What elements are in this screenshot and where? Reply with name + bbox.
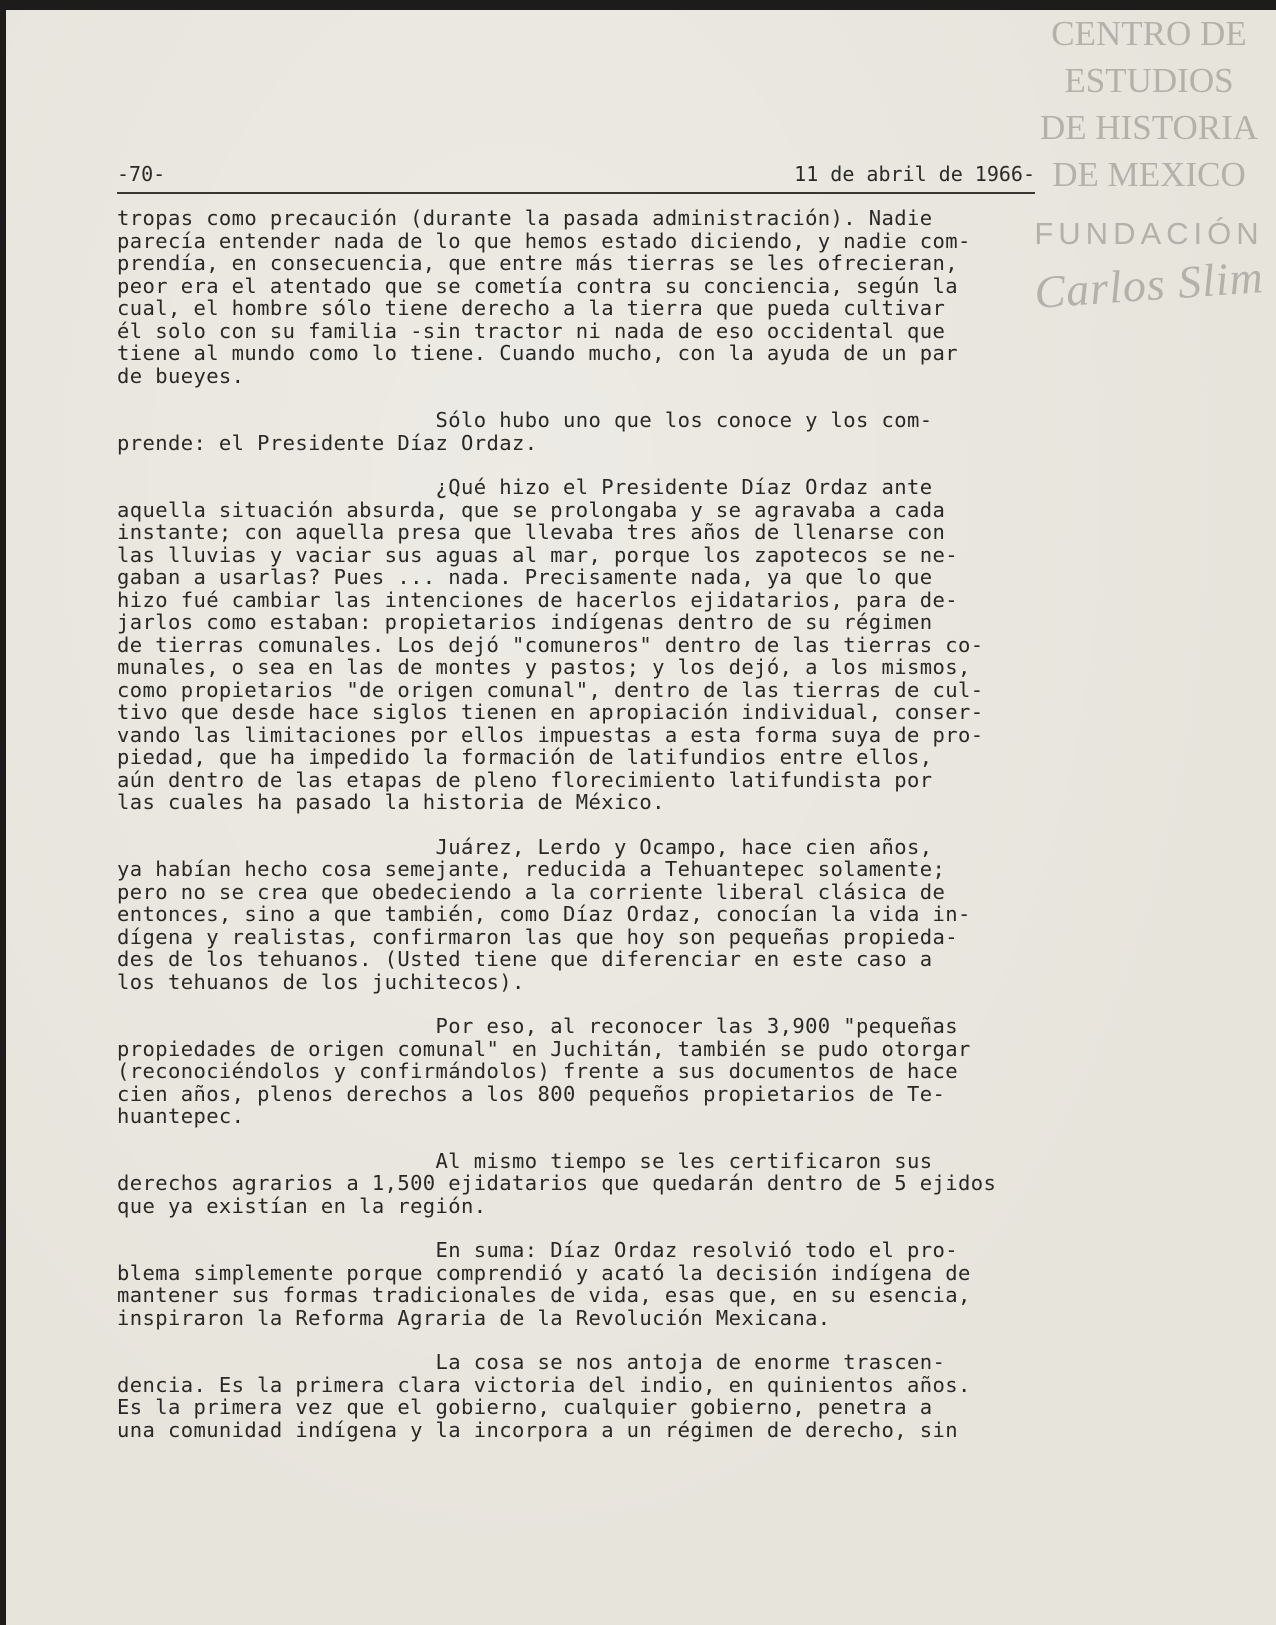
paragraph bbox=[117, 476, 1077, 814]
page-header bbox=[117, 158, 1035, 194]
text-line: él solo con su familia -sin tractor ni nada de eso occidental que bbox=[117, 318, 946, 343]
text-line: prende: el Presidente Díaz Ordaz. bbox=[117, 430, 538, 455]
text-line: pero no se crea que obedeciendo a la corriente liberal clásica de bbox=[117, 879, 946, 904]
paragraph-gap bbox=[117, 993, 1077, 1015]
paragraph bbox=[117, 1150, 1077, 1218]
text-line: ya habían hecho cosa semejante, reducida a Tehuantepec solamente; bbox=[117, 857, 946, 881]
text-line: mantener sus formas tradicionales de vida, esas que, en su esencia, bbox=[117, 1283, 971, 1307]
paragraph bbox=[117, 409, 1077, 454]
text-line: propiedades de origen comunal" en Juchitán, también se pudo otorgar bbox=[117, 1036, 971, 1061]
text-line: cien años, plenos derechos a los 800 pequeños propietarios de Te- bbox=[117, 1081, 946, 1106]
text-line: La cosa se nos antoja de enorme trascen- bbox=[117, 1350, 946, 1374]
text-line: munales, o sea en las de montes y pastos; y los dejó, a los mismos, bbox=[117, 655, 971, 679]
text-line: Por eso, al reconocer las 3,900 "pequeñas bbox=[117, 1014, 958, 1038]
paragraph-gap bbox=[117, 1329, 1077, 1351]
text-line: gaban a usarlas? Pues ... nada. Precisamente nada, ya que lo que bbox=[117, 565, 933, 589]
text-line: dígena y realistas, confirmaron las que hoy son pequeñas propieda- bbox=[117, 924, 958, 949]
text-line: tiene al mundo como lo tiene. Cuando mucho, con la ayuda de un par bbox=[117, 341, 958, 365]
text-line: las lluvias y vaciar sus aguas al mar, porque los zapotecos se ne- bbox=[117, 542, 958, 567]
text-line: tivo que desde hace siglos tienen en apropiación individual, conser- bbox=[117, 700, 984, 724]
watermark-foundation: FUNDACIÓN bbox=[1034, 216, 1264, 251]
text-line: una comunidad indígena y la incorpora a un régimen de derecho, sin bbox=[117, 1417, 958, 1442]
text-line: piedad, que ha impedido la formación de latifundios entre ellos, bbox=[117, 745, 933, 769]
text-line: huantepec. bbox=[117, 1104, 245, 1128]
text-line: jarlos como estaban: propietarios indígenas dentro de su régimen bbox=[117, 610, 933, 634]
watermark-line: ESTUDIOS bbox=[1064, 61, 1234, 100]
paragraph bbox=[117, 1351, 1077, 1441]
text-line: entonces, sino a que también, como Díaz Ordaz, conocían la vida in- bbox=[117, 902, 971, 926]
text-line: hizo fué cambiar las intenciones de hacerlos ejidatarios, para de- bbox=[117, 587, 958, 612]
text-line: instante; con aquella presa que llevaba tres años de llenarse con bbox=[117, 520, 946, 544]
paragraph-gap bbox=[117, 387, 1077, 409]
text-line: Al mismo tiempo se les certificaron sus bbox=[117, 1148, 933, 1173]
document-body bbox=[117, 207, 1077, 1441]
text-line: cual, el hombre sólo tiene derecho a la tierra que pueda cultivar bbox=[117, 296, 946, 320]
text-line: los tehuanos de los juchitecos). bbox=[117, 969, 525, 994]
text-line: tropas como precaución (durante la pasada administración). Nadie bbox=[117, 206, 933, 230]
paragraph-gap bbox=[117, 814, 1077, 836]
text-line: parecía entender nada de lo que hemos estado diciendo, y nadie com- bbox=[117, 228, 971, 253]
text-line: Juárez, Lerdo y Ocampo, hace cien años, bbox=[117, 834, 933, 859]
text-line: ¿Qué hizo el Presidente Díaz Ordaz ante bbox=[117, 475, 933, 499]
text-line: prendía, en consecuencia, que entre más tierras se les ofrecieran, bbox=[117, 251, 958, 275]
text-line: derechos agrarios a 1,500 ejidatarios que quedarán dentro de 5 ejidos bbox=[117, 1171, 997, 1195]
paragraph bbox=[117, 207, 1077, 387]
paragraph-gap bbox=[117, 454, 1077, 476]
text-line: aún dentro de las etapas de pleno florecimiento latifundista por bbox=[117, 767, 933, 792]
text-line: de bueyes. bbox=[117, 363, 245, 388]
watermark-line: DE MEXICO bbox=[1052, 155, 1246, 194]
text-line: Es la primera vez que el gobierno, cualquier gobierno, penetra a bbox=[117, 1395, 933, 1419]
watermark-line: CENTRO DE bbox=[1051, 14, 1247, 53]
paragraph bbox=[117, 1239, 1077, 1329]
text-line: (reconociéndolos y confirmándolos) frente a sus documentos de hace bbox=[117, 1059, 958, 1083]
text-line: las cuales ha pasado la historia de México. bbox=[117, 790, 665, 814]
document-page bbox=[6, 10, 1276, 1625]
text-line: de tierras comunales. Los dejó "comuneros" dentro de las tierras co- bbox=[117, 632, 984, 657]
text-line: peor era el atentado que se cometía contra su conciencia, según la bbox=[117, 273, 958, 298]
text-line: blema simplemente porque comprendió y acató la decisión indígena de bbox=[117, 1260, 971, 1285]
watermark-line: DE HISTORIA bbox=[1039, 108, 1259, 147]
text-line: des de los tehuanos. (Usted tiene que diferenciar en este caso a bbox=[117, 947, 933, 971]
text-line: como propietarios "de origen comunal", dentro de las tierras de cul- bbox=[117, 677, 984, 702]
text-line: Sólo hubo uno que los conoce y los com- bbox=[117, 408, 933, 432]
text-line: dencia. Es la primera clara victoria del indio, en quinientos años. bbox=[117, 1372, 971, 1397]
paragraph-gap bbox=[117, 1217, 1077, 1239]
paragraph bbox=[117, 1015, 1077, 1128]
paragraph-gap bbox=[117, 1128, 1077, 1150]
watermark-signature: Carlos Slim bbox=[1032, 251, 1266, 318]
page-date: 11 de abril de 1966- bbox=[794, 162, 1035, 186]
text-line: vando las limitaciones por ellos impuestas a esta forma suya de pro- bbox=[117, 722, 984, 747]
paragraph bbox=[117, 836, 1077, 994]
text-line: aquella situación absurda, que se prolongaba y se agravaba a cada bbox=[117, 497, 946, 522]
text-line: inspiraron la Reforma Agraria de la Revolución Mexicana. bbox=[117, 1305, 831, 1330]
text-line: que ya existían en la región. bbox=[117, 1193, 487, 1218]
page-number: -70- bbox=[117, 162, 166, 186]
text-line: En suma: Díaz Ordaz resolvió todo el pro- bbox=[117, 1238, 958, 1262]
